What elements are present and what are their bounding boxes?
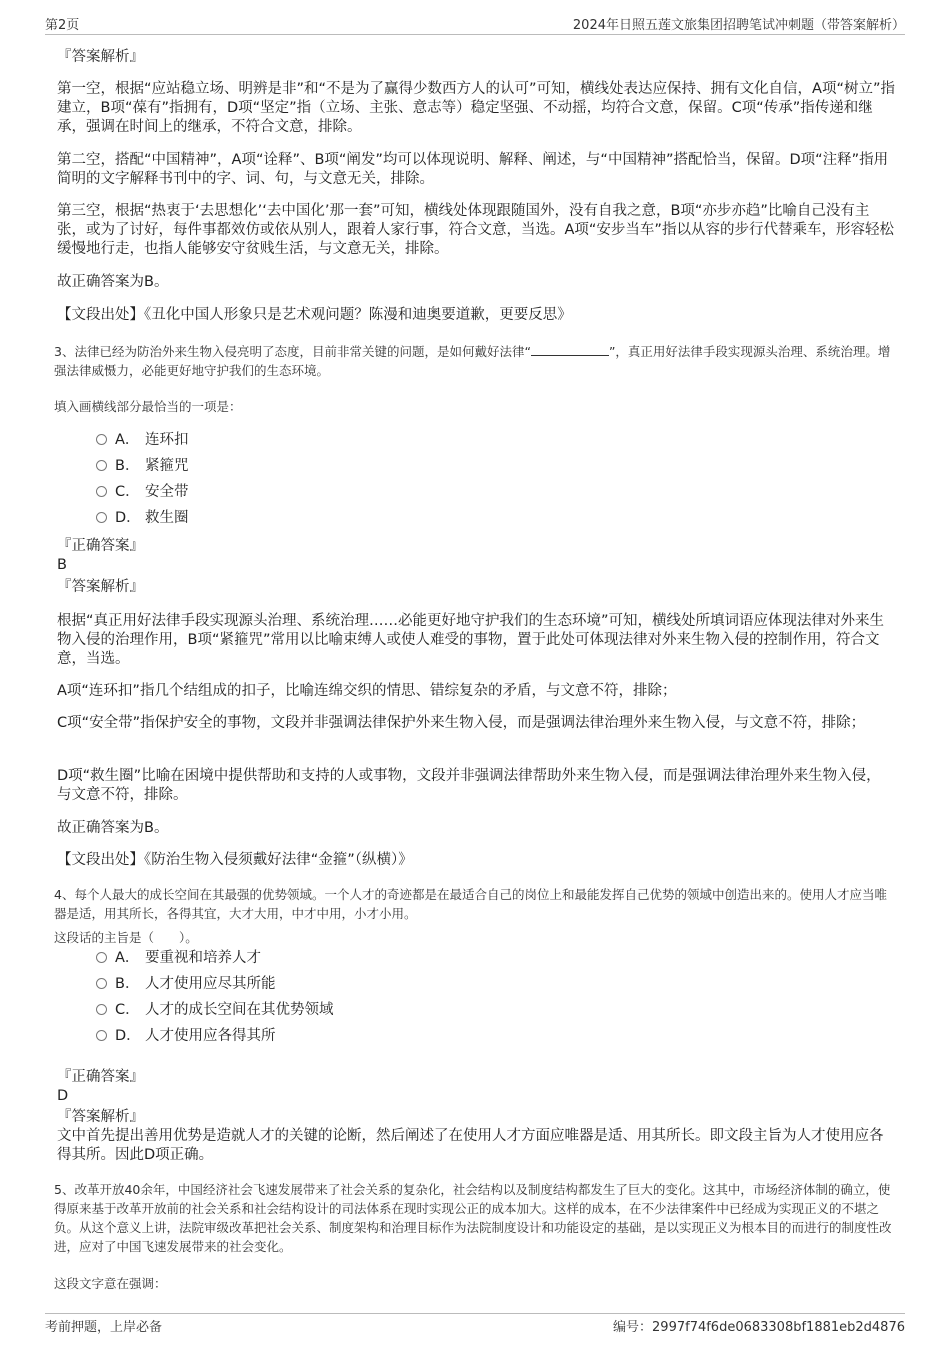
q3-option-b[interactable]: B． 紧箍咒 (96, 457, 189, 476)
q2-analysis-label: 『答案解析』 (57, 49, 144, 65)
q3-stem (54, 342, 896, 380)
page-header (45, 14, 905, 35)
q3-correct-answer: B (57, 557, 67, 573)
radio-icon[interactable] (96, 1004, 107, 1015)
radio-icon[interactable] (96, 952, 107, 963)
page-number: 第2页 (45, 18, 80, 33)
radio-icon[interactable] (96, 978, 107, 989)
q2-analysis-para1: 第一空，根据“应站稳立场、明辨是非”和“不是为了赢得少数西方人的认可”可知，横线处表达应保持、拥有文化自信，A项“树立”指建立，B项“葆有”指拥有，D项“坚定”指（立场、主张、意志等）稳定坚强、不动摇，均符合文意，保留。C项“传承”指传递和继承，强调在时间上的继承，不符合文意，排除。 (57, 81, 895, 135)
document-title: 2024年日照五莲文旅集团招聘笔试冲刺题（带答案解析） (572, 18, 905, 33)
q3-correct-label: 『正确答案』 (57, 538, 144, 554)
q4-option-b[interactable]: B． 人才使用应尽其所能 (96, 975, 276, 994)
q3-analysis-label: 『答案解析』 (57, 579, 144, 595)
q3-stem-part2: ”，真正用好法律手段实现源头治理、系统治理。增强法律威慑力，必能更好地守护我们的生态环境。 (54, 344, 891, 378)
q4-stem: 4、每个人最大的成长空间在其最强的优势领域。一个人才的奇迹都是在最适合自己的岗位上和最能发挥自己优势的领域中创造出来的。使用人才应当唯器是适，用其所长，各得其宜，大才大用，中才中用，小才小用。 (54, 887, 887, 921)
q4-analysis-label: 『答案解析』 (57, 1109, 144, 1125)
q2-analysis-para2: 第二空，搭配“中国精神”，A项“诠释”、B项“阐发”均可以体现说明、解释、阐述，与“中国精神”搭配恰当，保留。D项“注释”指用简明的文字解释书刊中的字、词、句，与文意无关，排除。 (57, 152, 889, 187)
q3-option-a[interactable]: A． 连环扣 (96, 431, 189, 450)
q2-analysis-para3: 第三空，根据“热衷于‘去思想化’‘去中国化’那一套”可知，横线处体现跟随国外，没有自我之意，B项“亦步亦趋”比喻自己没有主张，或为了讨好，每件事都效仿或依从别人，跟着人家行事，符合文意，当选。A项“安步当车”指以从容的步行代替乘车，形容轻松缓慢地行走，也指人能够安守贫贱生活，与文意无关，排除。 (57, 203, 894, 257)
q3-analysis-para2: A项“连环扣”指几个结组成的扣子，比喻连绵交织的情思、错综复杂的矛盾，与文意不符，排除； (57, 683, 677, 699)
q3-blank (531, 342, 609, 356)
q4-option-c[interactable]: C． 人才的成长空间在其优势领域 (96, 1001, 334, 1020)
q3-option-d[interactable]: D． 救生圈 (96, 509, 189, 528)
radio-icon[interactable] (96, 512, 107, 523)
footer-slogan: 考前押题，上岸必备 (45, 1320, 163, 1335)
q3-source: 【文段出处】《防治生物入侵须戴好法律“金箍”（纵横）》 (57, 852, 413, 868)
q3-analysis-para1: 根据“真正用好法律手段实现源头治理、系统治理……必能更好地守护我们的生态环境”可知，横线处所填词语应体现法律对外来生物入侵的治理作用，B项“紧箍咒”常用以比喻束缚人或使人难受的事物，置于此处可体现法律对外来生物入侵的控制作用，符合文意，当选。 (57, 613, 885, 667)
page-footer (45, 1313, 905, 1335)
footer-code: 编号：2997f74f6de0683308bf1881eb2d4876 (613, 1320, 905, 1335)
q4-correct-label: 『正确答案』 (57, 1069, 144, 1085)
radio-icon[interactable] (96, 460, 107, 471)
q3-option-c[interactable]: C． 安全带 (96, 483, 189, 502)
q5-stem: 5、改革开放40余年，中国经济社会飞速发展带来了社会关系的复杂化，社会结构以及制度结构都发生了巨大的变化。这其中，市场经济体制的确立，使得原来基于改革开放前的社会关系和社会结构设计的司法体系在现时实现公正的成本加大。这样的成本，在不少法律案件中已经成为实现正义的不堪之负。从这个意义上讲，法院审级改革把社会关系、制度架构和治理目标作为法院制度设计和功能设定的基础，是以实现正义为根本目的而进行的制度性改进，应对了中国飞速发展带来的社会变化。 (54, 1182, 892, 1254)
q3-analysis-para4: D项“救生圈”比喻在困境中提供帮助和支持的人或事物，文段并非强调法律帮助外来生物入侵，而是强调法律治理外来生物入侵，与文意不符，排除。 (57, 768, 881, 803)
q2-source: 【文段出处】《丑化中国人形象只是艺术观问题？陈漫和迪奥要道歉，更要反思》 (57, 307, 572, 323)
q5-prompt: 这段文字意在强调： (54, 1276, 167, 1291)
q3-analysis-para3: C项“安全带”指保护安全的事物，文段并非强调法律保护外来生物入侵，而是强调法律治理外来生物入侵，与文意不符，排除； (57, 715, 866, 731)
q3-conclusion: 故正确答案为B。 (57, 820, 169, 836)
q4-analysis: 文中首先提出善用优势是造就人才的关键的论断，然后阐述了在使用人才方面应唯器是适、用其所长。即文段主旨为人才使用应各得其所。因此D项正确。 (57, 1128, 884, 1163)
q4-prompt: 这段话的主旨是（ ）。 (54, 930, 198, 945)
q3-prompt: 填入画横线部分最恰当的一项是： (54, 399, 242, 414)
q3-stem-part1: 3、法律已经为防治外来生物入侵亮明了态度，目前非常关键的问题，是如何戴好法律“ (54, 344, 531, 359)
radio-icon[interactable] (96, 1030, 107, 1041)
q4-correct-answer: D (57, 1088, 69, 1104)
q4-option-d[interactable]: D． 人才使用应各得其所 (96, 1027, 276, 1046)
radio-icon[interactable] (96, 434, 107, 445)
q4-option-a[interactable]: A． 要重视和培养人才 (96, 949, 261, 968)
q2-conclusion: 故正确答案为B。 (57, 274, 169, 290)
radio-icon[interactable] (96, 486, 107, 497)
